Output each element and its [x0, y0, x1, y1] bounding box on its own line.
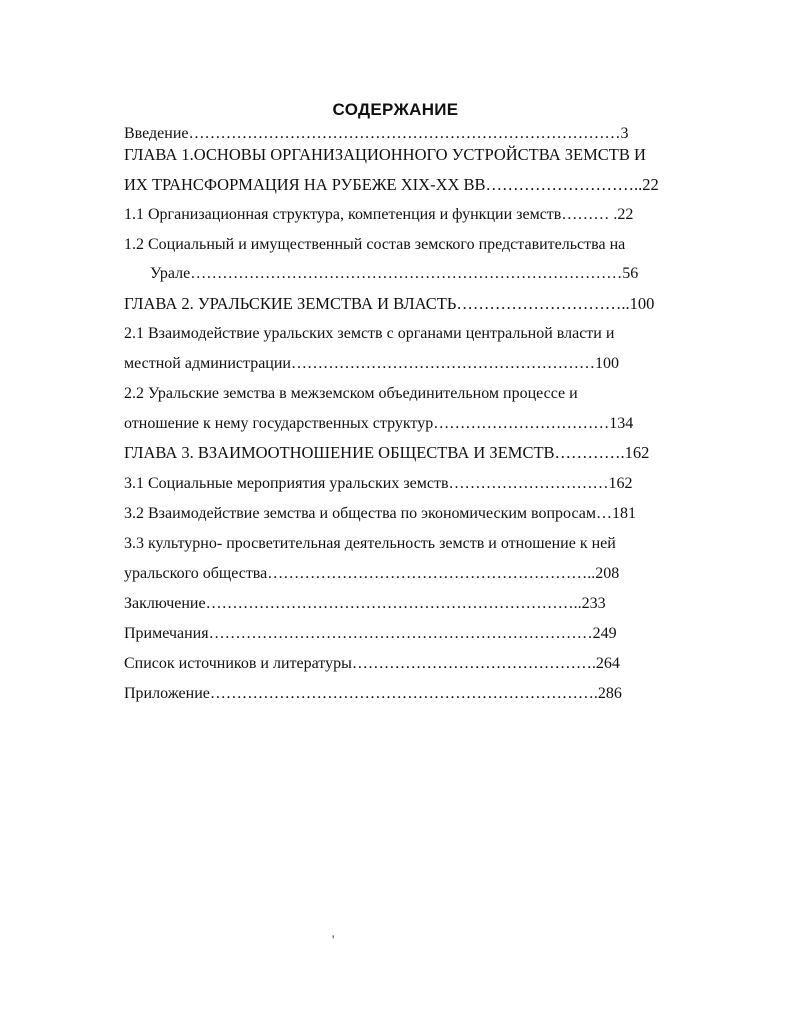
toc-entry-3-1: 3.1 Социальные мероприятия уральских земств…………………………162 [124, 475, 633, 492]
toc-entry-1-1: 1.1 Организационная структура, компетенция и функции земств……… .22 [124, 206, 634, 223]
toc-entry-2-1-line-2: местной администрации…………………………………………………100 [124, 355, 619, 372]
toc-entry-notes: Примечания………………………………………………………………249 [124, 625, 617, 642]
toc-entry-3-3-line-1: 3.3 культурно- просветительная деятельность земств и отношение к ней [124, 535, 616, 552]
toc-entry-3-3-line-2: уральского общества……………………………………………………..208 [124, 565, 620, 582]
toc-chapter-1-line-2: ИХ ТРАНСФОРМАЦИЯ НА РУБЕЖЕ XIX-XX ВВ………………………..22 [124, 175, 659, 194]
toc-entry-2-2-line-2: отношение к нему государственных структур……………………………134 [124, 415, 634, 432]
toc-entry-1-2-line-1: 1.2 Социальный и имущественный состав земского представительства на [124, 236, 626, 253]
page-title: СОДЕРЖАНИЕ [332, 100, 459, 119]
toc-chapter-2: ГЛАВА 2. УРАЛЬСКИЕ ЗЕМСТВА И ВЛАСТЬ…………………………..100 [124, 294, 655, 313]
stray-mark: ' [332, 932, 335, 947]
toc-chapter-3: ГЛАВА 3. ВЗАИМООТНОШЕНИЕ ОБЩЕСТВА И ЗЕМСТВ………….162 [124, 443, 650, 462]
toc-entry-2-2-line-1: 2.2 Уральские земства в межземском объединительном процессе и [124, 385, 578, 402]
toc-chapter-1-line-1: ГЛАВА 1.ОСНОВЫ ОРГАНИЗАЦИОННОГО УСТРОЙСТВА ЗЕМСТВ И [124, 145, 646, 164]
toc-entry-conclusion: Заключение……………………………………………………………..233 [124, 595, 606, 612]
toc-entry-sources: Список источников и литературы……………………………………….264 [124, 655, 620, 672]
toc-entry-introduction: Введение………………………………………………………………………3 [124, 125, 629, 142]
toc-entry-2-1-line-1: 2.1 Взаимодействие уральских земств с органами центральной власти и [124, 325, 615, 342]
toc-entry-1-2-line-2: Урале………………………………………………………………………56 [150, 265, 639, 282]
toc-entry-appendix: Приложение……………………………………………………………….286 [124, 685, 622, 702]
toc-entry-3-2: 3.2 Взаимодействие земства и общества по экономическим вопросам…181 [124, 505, 636, 522]
